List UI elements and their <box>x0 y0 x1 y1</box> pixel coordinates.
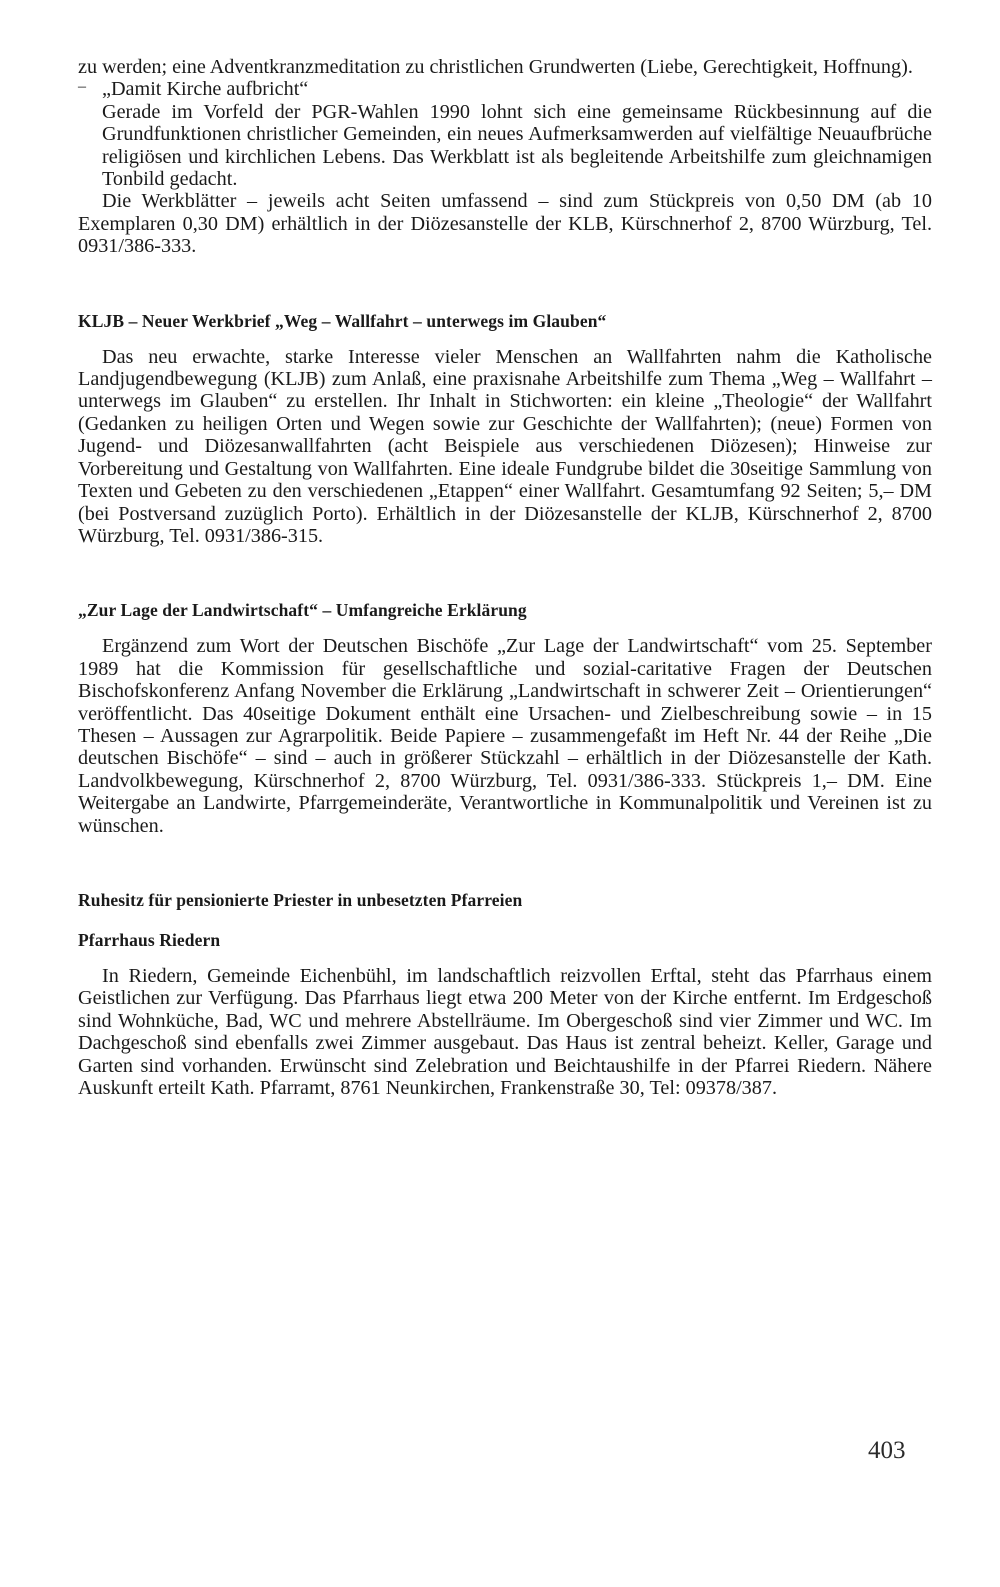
section-body-landwirtschaft: Ergänzend zum Wort der Deutschen Bischöfe „Zur Lage der Landwirtschaft“ vom 25. September 1989 hat die Kommission für gesellschaftliche und sozial-caritative Fragen der Deutschen Bischofskonferenz Anfang November die Erklärung „Landwirtschaft in schwerer Zeit – Orientierungen“ veröffentlicht. Das 40seitige Dokument enthält eine Ursachen- und Zielbeschreibung sowie – in 15 Thesen – Aussagen zur Agrarpolitik. Beide Papiere – zusammengefaßt im Heft Nr. 44 der Reihe „Die deutschen Bischöfe“ – sind – auch in größerer Stückzahl – erhältlich in der Diözesanstelle der Kath. Landvolkbewegung, Kürschnerhof 2, 8700 Würzburg, Tel. 0931/386-333. Stückpreis 1,– DM. Eine Weitergabe an Landwirte, Pfarrgemeinderäte, Verantwortliche in Kommunalpolitik und Vereinen ist zu wünschen. <box>78 635 932 837</box>
list-item-title: „Damit Kirche aufbricht“ <box>102 78 309 101</box>
intro-continuation: zu werden; eine Adventkranzmeditation zu christlichen Grundwerten (Liebe, Gerechtigkeit, Hoffnung). <box>78 56 913 78</box>
document-page <box>78 56 932 1099</box>
section-heading-kljb: KLJB – Neuer Werkbrief „Weg – Wallfahrt – unterwegs im Glauben“ <box>78 310 607 331</box>
list-item-damit-kirche-aufbricht <box>78 78 932 190</box>
section-body-ruhesitz: In Riedern, Gemeinde Eichenbühl, im landschaftlich reizvollen Erftal, steht das Pfarrhaus einem Geistlichen zur Verfügung. Das Pfarrhaus liegt etwa 200 Meter von der Kirche entfernt. Im Erdgeschoß sind Wohnküche, Bad, WC und mehrere Abstellräume. Im Obergeschoß sind vier Zimmer und WC. Im Dachgeschoß sind ebenfalls zwei Zimmer ausgebaut. Das Haus ist zentral beheizt. Keller, Garage und Garten sind vorhanden. Erwünscht sind Zelebration und Beichtaushilfe in der Pfarrei Riedern. Nähere Auskunft erteilt Kath. Pfarramt, 8761 Neunkirchen, Frankenstraße 30, Tel: 09378/387. <box>78 964 932 1099</box>
list-dash: – <box>78 78 86 96</box>
section-body-kljb: Das neu erwachte, starke Interesse vieler Menschen an Wallfahrten nahm die Katholische Landjugendbewegung (KLJB) zum Anlaß, eine praxisnahe Arbeitshilfe zum Thema „Weg – Wallfahrt – unterwegs im Glauben“ zu erstellen. Ihr Inhalt in Stichworten: ein kleine „Theologie“ der Wallfahrt (Gedanken zu heiligen Orten und Wegen sowie zur Geschichte der Wallfahrten); (neue) Formen von Jugend- und Diözesanwallfahrten (acht Beispiele aus verschiedenen Diözesen); Hinweise zur Vorbereitung und Gestaltung von Wallfahrten. Eine ideale Fundgrube bildet die 30seitige Sammlung von Texten und Gebeten zu den verschiedenen „Etappen“ einer Wallfahrt. Gesamtumfang 92 Seiten; 5,– DM (bei Postversand zuzüglich Porto). Erhältlich in der Diözesanstelle der KLJB, Kürschnerhof 2, 8700 Würzburg, Tel. 0931/386-315. <box>78 345 932 547</box>
page-number: 403 <box>868 1437 906 1464</box>
list-item-body: Gerade im Vorfeld der PGR-Wahlen 1990 lohnt sich eine gemeinsame Rückbesinnung auf die Grundfunktionen christlicher Gemeinden, ein neues Aufmerksamwerden auf vielfältige Neuaufbrüche religiösen und kirchlichen Lebens. Das Werkblatt ist als begleitende Arbeitshilfe zum gleichnamigen Tonbild gedacht. <box>102 100 932 191</box>
section-heading-ruhesitz: Ruhesitz für pensionierte Priester in unbesetzten Pfarreien <box>78 889 523 910</box>
section-heading-landwirtschaft: „Zur Lage der Landwirtschaft“ – Umfangreiche Erklärung <box>78 600 527 621</box>
section-subheading-pfarrhaus-riedern: Pfarrhaus Riedern <box>78 929 221 950</box>
price-info-paragraph: Die Werkblätter – jeweils acht Seiten umfassend – sind zum Stückpreis von 0,50 DM (ab 10 Exemplaren 0,30 DM) erhältlich in der Diözesanstelle der KLB, Kürschnerhof 2, 8700 Würzburg, Tel. 0931/386-333. <box>78 190 932 258</box>
